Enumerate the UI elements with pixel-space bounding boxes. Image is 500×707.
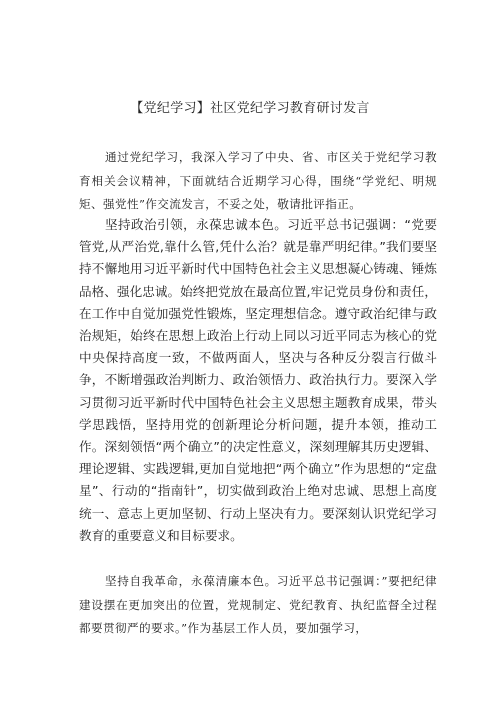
intro-paragraph: 通过党纪学习，我深入学习了中央、省、市区关于党纪学习教育相关会议精神，下面就结合近期学习心得，围绕“学党纪、明规矩、强党性”作交流发言，不妥之处，敬请批评指正。 <box>79 150 437 211</box>
body-paragraph-self-revolution: 坚持自我革命，永葆清廉本色。习近平总书记强调：”要把纪律建设摆在更加突出的位置，党规制定、党纪教育、执纪监督全过程都要贯彻严的要求。”作为基层工作人员，要加强学习， <box>79 574 437 635</box>
body-paragraph-political-guidance: 坚持政治引领，永葆忠诚本色。习近平总书记强调：“党要管党,从严治党,靠什么管,凭什么治？就是靠严明纪律。”我们要坚持不懈地用习近平新时代中国特色社会主义思想凝心铸魂、锤炼品格、强化忠诚。始终把党放在最高位置,牢记党员身份和责任，在工作中自觉加强党性锻炼，坚定理想信念。遵守政治纪律与政治规矩，始终在思想上政治上行动上同以习近平同志为核心的党中央保持高度一致，不做两面人，坚决与各种反分裂言行做斗争，不断增强政治判断力、政治领悟力、政治执行力。要深入学习贯彻习近平新时代中国特色社会主义思想主题教育成果，带头学思践悟，坚持用党的创新理论分析问题，提升本领，推动工作。深刻领悟“两个确立”的决定性意义，深刻理解其历史逻辑、理论逻辑、实践逻辑,更加自觉地把“两个确立”作为思想的“定盘星”、行动的“指南针”，切实做到政治上绝对忠诚、思想上高度统一、意志上更加坚韧、行动上坚决有力。要深刻认识党纪学习教育的重要意义和目标要求。 <box>79 217 437 543</box>
document-title: 【党纪学习】社区党纪学习教育研讨发言 <box>130 101 370 116</box>
